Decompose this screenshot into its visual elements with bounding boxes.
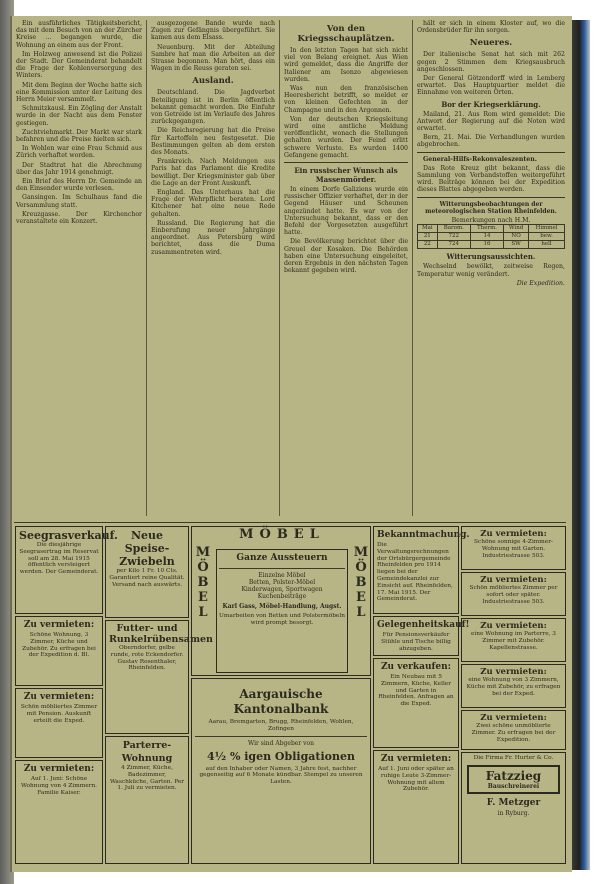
bank-subtitle: Aarau, Bremgarten, Brugg, Rheinfelden, Wohlen, Zofingen <box>208 719 354 732</box>
mobel-letter: Ö <box>197 560 209 575</box>
mobel-letter: E <box>198 590 208 605</box>
ad-rental-1 <box>461 526 566 570</box>
weather-cell: 724 <box>437 241 470 249</box>
weather-cell: hell <box>529 241 565 249</box>
divider <box>284 162 408 163</box>
col4-paragraph: Bern, 21. Mai. Die Verhandlungen wurden abgebrochen. <box>417 134 565 149</box>
mobel-letter: Ö <box>355 560 367 575</box>
col1-paragraph: Der Stadtrat hat die Abrechnung über das Jahr 1914 genehmigt. <box>16 161 142 176</box>
weather-header: Therm. <box>470 224 503 232</box>
ad-title: Parterre-Wohnung <box>121 740 173 764</box>
ad-neubau <box>373 658 459 748</box>
mobel-line: Betten, Polster-Möbel <box>248 579 316 586</box>
weather-cell: 16 <box>470 241 503 249</box>
section-heading-ausland: Ausland. <box>192 76 234 87</box>
divider <box>219 568 345 569</box>
ad-body: Die Verwaltungsrechnungen der Ortsbürgergemeinde Rheinfelden pro 1914 liegen bei der Gemeindekanzlei zur Einsicht auf. Rheinfelden, 17. Mai 1915. Der Gemeinderat. <box>377 542 453 603</box>
ad-title: Seegrasverkauf. <box>19 529 118 542</box>
mobel-header: MÖBEL <box>239 527 325 542</box>
ad-title: Zu vermieten: <box>380 754 452 764</box>
col1-paragraph: Kreuzgasse. Der Kirchenchor veranstaltete ein Konzert. <box>16 210 142 226</box>
ad-body: Auf 1. Juni: Schöne Wohnung von 4 Zimmern. Familie Kaiser. <box>20 776 98 796</box>
col2-paragraph: Neuenburg. Mit der Abteilung Sambre hat man die Arbeiten an der Strasse begonnen. Man hört, dass ein Wagen in die Reuss geraten sei. <box>151 43 275 73</box>
forecast-text: Wechselnd bewölkt, zeitweise Regen, Temperatur wenig verändert. <box>417 263 565 278</box>
ad-title: Zu vermieten: <box>480 621 547 631</box>
ad-body: Auf 1. Juni oder später an ruhige Leute 3-Zimmer-Wohnung mit allem Zubehör. <box>378 766 454 793</box>
col1-paragraph: Schmitzkausl. Ein Zögling der Anstalt wurde in der Nacht aus dem Fenster gestiegen. <box>16 105 142 127</box>
weather-cell: bew. <box>529 233 565 241</box>
mobel-letter: B <box>197 575 209 590</box>
col1-paragraph: Ein ausführliches Tätigkeitsbericht, das mit dem Besuch von an der Zürcher Kreise ... begangen wurde, die Wohnung an einem aus der Front. <box>16 20 143 49</box>
ad-body: Zwei schöne unmöblierte Zimmer. Zu erfragen bei der Expedition. <box>471 723 556 743</box>
column-divider <box>279 20 280 516</box>
newspaper-page <box>10 16 572 872</box>
col2-paragraph: Deutschland. Die Jagdverbot Beteiligung ist in Berlin öffentlich bekannt gemacht worden. Die Einfuhr von Getreide ist im Verlaufe des Jahres zurückgegangen. <box>151 89 275 126</box>
col2-paragraph: Frankreich. Nach Meldungen aus Paris hat das Parlament die Kredite bewilligt. Der Kriegsminister gab über die Lage an der Front Auskunft. <box>151 158 275 187</box>
ad-rental-2 <box>461 572 566 616</box>
column-divider <box>146 20 147 516</box>
mobel-shop: Karl Gass, Möbel-Handlung, Augst. <box>222 603 342 610</box>
ad-rental-5 <box>461 710 566 750</box>
col4-paragraph: Der General Götzendorff wird in Lemberg erwartet. Das Hauptquartier meldet die Einnahme von weiteren Orten. <box>417 75 565 97</box>
ad-title: Zu vermieten: <box>23 692 95 702</box>
col1-paragraph: Gansingen. Im Schulhaus fand die Versammlung statt. <box>16 194 142 209</box>
col3-paragraph: Die Bevölkerung berichtet über die Greuel der Kosaken. Die Behörden haben eine Untersuchung eingeleitet, deren Ergebnis in den nächsten Tagen bekannt gegeben wird. <box>284 238 408 275</box>
col1-paragraph: In Wohlen war eine Frau Schmid aus Zürich verhaftet worden. <box>16 145 142 160</box>
mobel-inner <box>216 549 348 673</box>
ad-body: Ein Neubau mit 5 Zimmern, Küche, Keller und Garten in Rheinfelden. Anfragen an die Exped. <box>378 674 454 708</box>
ad-zu-vermieten-2 <box>15 688 103 758</box>
book-edge-right <box>572 20 590 870</box>
ad-body: 4 Zimmer, Küche, Badezimmer, Waschküche, Garten. Per 1. Juli zu vermieten. <box>109 765 185 792</box>
ad-parterre <box>105 736 189 864</box>
fatzzi-sub: Bauschreinerei <box>487 782 540 790</box>
mobel-side-letters-right <box>352 545 370 620</box>
col2-paragraph: England. Das Unterhaus hat die Frage der Wehrpflicht beraten. Lord Kitchener hat eine neue Rede gehalten. <box>151 189 275 218</box>
weather-table <box>417 224 565 250</box>
divider <box>195 736 367 737</box>
col3-paragraph: Was nun den französischen Heeresbericht betrifft, so meldet er von kleinen Gefechten in der Champagne und in den Argonnen. <box>284 85 408 114</box>
col1-paragraph: Im Holzweg anwesend ist die Polizei der Stadt. Der Gemeinderat behandelt die Frage der Kohlenversorgung des Winters. <box>16 50 142 80</box>
editor-signature: Die Expedition. <box>516 279 565 287</box>
col4-intro: hält er sich in einem Kloster auf, wo die Ordensbrüder für ihn sorgen. <box>417 20 565 35</box>
ad-zu-vermieten-1 <box>15 616 103 686</box>
mobel-letter: E <box>356 590 366 605</box>
weather-header: Wind <box>504 224 529 232</box>
ad-kantonalbank <box>191 678 371 864</box>
ad-zu-vermieten-3 <box>15 760 103 864</box>
fatzzi-brand: Die Firma Fr. Hurter & Co. <box>473 755 554 761</box>
ad-body: per Kilo 1 Fr. 10 Cts. Garantiert reine Qualität. Versand nach auswärts. <box>109 568 185 588</box>
bank-offer: Wir sind Abgeber von <box>248 739 314 747</box>
col4-notice-title: General-Hilfs-Rekonvaleszenten. <box>423 155 537 163</box>
fatzzi-title: Fatzzieg <box>485 768 542 783</box>
ad-mobel <box>191 526 371 676</box>
column-divider <box>412 20 413 516</box>
mobel-letter: M <box>195 545 211 560</box>
ad-title: Zu vermieten: <box>480 575 547 585</box>
ad-rental-4 <box>461 664 566 708</box>
weather-header: Barom. <box>437 224 470 232</box>
weather-cell: 14 <box>470 233 503 241</box>
column-4 <box>417 20 565 520</box>
bank-title: Aargauische Kantonalbank <box>233 687 329 716</box>
ad-body: Oberndorfer, gelbe runde, rote Eckendorfer. Gustav Rosenthaler, Rheinfelden. <box>110 645 184 672</box>
ad-title: Zu vermieten: <box>480 529 547 539</box>
bank-body: auf den Inhaber oder Namen, 3 Jahre fest, nachher gegenseitig auf 6 Monate kündbar. Stempel zu unseren Lasten. <box>199 765 363 786</box>
ad-dreizimmer <box>373 750 459 864</box>
col2-intro: ausgezogene Bande wurde nach Zugen zur Gefängnis übergeführt. Sie kamen aus dem Elsass. <box>151 20 275 42</box>
ads-separator <box>14 522 566 523</box>
col2-paragraph: Russland. Die Regierung hat die Einberufung neuer Jahrgänge angeordnet. Aus Petersburg wird berichtet, dass die Duma zusammentreten wird. <box>151 219 275 256</box>
mobel-side-letters <box>194 545 212 620</box>
section-heading-neueres: Neueres. <box>469 38 513 49</box>
col4-notice: Das Rote Kreuz gibt bekannt, dass die Sammlung von Verbandstoffen weitergeführt wird. Beiträge können bei der Expedition dieses Blattes abgegeben werden. <box>417 164 565 194</box>
weather-header: Mai <box>418 224 438 232</box>
section-heading-kriegsschauplatz: Von den Kriegsschauplätzen. <box>297 24 395 44</box>
column-1 <box>16 20 142 520</box>
ad-body: Für Pensionsverkäufer Stühle und Tische billig abzugeben. <box>381 632 451 652</box>
mobel-letter: L <box>356 605 366 620</box>
ad-futter <box>105 620 213 734</box>
weather-subtitle: Bemerkungen nach H.M. <box>451 216 531 224</box>
weather-row <box>418 233 565 241</box>
ad-title: Neue Speise-Zwiebeln <box>119 529 175 568</box>
ad-body: Schöne Wohnung, 3 Zimmer, Küche und Zubehör. Zu erfragen bei der Expedition d. Bl. <box>22 632 96 659</box>
ad-rental-3 <box>461 618 566 662</box>
ad-title: Gelegenheitskauf! <box>377 620 470 630</box>
col4-paragraph: Mailand, 21. Aus Rom wird gemeldet: Die Antwort der Regierung auf die Noten wird erwartet. <box>417 110 565 133</box>
col2-paragraph: Die Reichsregierung hat die Preise für Kartoffeln neu festgesetzt. Die Bestimmungen gelten ab dem ersten des Monats. <box>151 127 275 157</box>
divider <box>417 152 565 153</box>
mobel-line: Kuchenbeiträge <box>257 593 307 600</box>
col3-paragraph: In einem Dorfe Galiziens wurde ein russischer Offizier verhaftet, der in der Gegend Häuser und Scheunen angezündet hatte. Es war von der Untersuchung bekannt, dass er den Befehl der Vorgesetzten ausgeführt hatte. <box>284 186 408 237</box>
ad-title: Zu vermieten: <box>23 764 95 774</box>
forecast-title: Witterungsaussichten. <box>446 252 536 262</box>
fatzzi-place: in Ryburg. <box>497 809 530 817</box>
mobel-letter: B <box>355 575 367 590</box>
ad-gelegenheitskauf <box>373 616 470 656</box>
weather-header: Himmel <box>529 224 565 232</box>
column-3 <box>284 20 408 520</box>
ad-bekanntmachung <box>373 526 470 614</box>
bank-rate: 4½ % igen Obligationen <box>207 749 355 763</box>
weather-cell: NO <box>504 233 529 241</box>
mobel-footer: Umarbeiten von Betten und Polstermöbeln wird prompt besorgt. <box>219 613 345 626</box>
ad-body: Schön möbliertes Zimmer mit Pension. Auskunft erteilt die Exped. <box>20 704 98 724</box>
fatzzi-owner: F. Metzger <box>486 797 541 808</box>
ad-body: Schön möbliertes Zimmer per sofort oder später. Industriestrasse 503. <box>469 585 558 605</box>
col1-paragraph: Ein Brief des Herrn Dr. Gemeinde an den Einsender wurde verlesen. <box>16 178 142 193</box>
ad-fatzzieg <box>461 752 566 864</box>
weather-title: Witterungsbeobachtungen der meteorologischen Station Rheinfelden. <box>425 200 557 215</box>
mobel-letter: M <box>353 545 369 560</box>
col3-paragraph: Von der deutschen Kriegsleitung wird eine amtliche Meldung veröffentlicht, wonach die Stellungen gehalten wurden. Der Feind erlitt schwere Verluste. Es wurden 1400 Gefangene gemacht. <box>284 115 408 159</box>
ad-title: Zu vermieten: <box>480 713 547 723</box>
col1-paragraph: Zuchtviehmarkt. Der Markt war stark befahren und die Preise hielten sich. <box>16 128 142 144</box>
weather-cell: 22 <box>418 241 438 249</box>
mobel-title: Ganze Aussteuern <box>236 553 328 563</box>
divider <box>417 197 565 198</box>
ad-title: Zu verkaufen: <box>380 662 452 672</box>
section-heading-kriegserklarung: Bor der Kriegserklärung. <box>441 99 541 109</box>
ad-title: Futter- und Runkelrübensamen <box>109 623 213 645</box>
ad-seegras <box>15 526 118 614</box>
ad-body: eine Wohnung im Parterre, 3 Zimmer mit Zubehör. Kapellenstrasse. <box>471 631 556 651</box>
mobel-letter: L <box>198 605 208 620</box>
col3-paragraph: In den letzten Tagen hat sich nicht viel von Belang ereignet. Aus Wien wird gemeldet, dass die Angriffe der Italiener am Isonzo abgewiesen wurden. <box>284 47 408 83</box>
ad-body: Schöne sonnige 4-Zimmer-Wohnung mit Garten. Industriestrasse 503. <box>474 539 553 559</box>
ad-title: Zu vermieten: <box>480 667 547 677</box>
column-2 <box>151 20 275 520</box>
ad-body: Die diesjährige Seegrasertrag im Reservat soll am 28. Mai 1915 öffentlich versteigert werden. Der Gemeinderat. <box>19 542 99 576</box>
mobel-line: Einzelne Möbel <box>258 572 306 579</box>
col1-paragraph: Mit dem Beginn der Woche hatte sich eine Kommission unter der Leitung des Herrn Meier versammelt. <box>16 81 142 104</box>
weather-cell: 21 <box>418 233 438 241</box>
ad-title: Zu vermieten: <box>23 620 95 630</box>
ad-zwiebeln <box>105 526 189 618</box>
weather-cell: 722 <box>437 233 470 241</box>
col4-paragraph: Der italienische Senat hat sich mit 262 gegen 2 Stimmen dem Kriegsausbruch angeschlossen. <box>417 51 565 73</box>
weather-cell: SW <box>504 241 529 249</box>
weather-header-row <box>418 224 565 232</box>
fatzzi-frame <box>467 765 560 794</box>
mobel-line: Kinderwagen, Sportwagen <box>241 586 323 593</box>
weather-row <box>418 241 565 249</box>
section-heading-russischer: Ein russischer Wunsch als Massenmörder. <box>294 166 398 185</box>
ad-body: eine Wohnung von 3 Zimmern, Küche mit Zubehör, zu erfragen bei der Exped. <box>466 677 561 697</box>
ad-title: Bekanntmachung. <box>377 530 470 540</box>
